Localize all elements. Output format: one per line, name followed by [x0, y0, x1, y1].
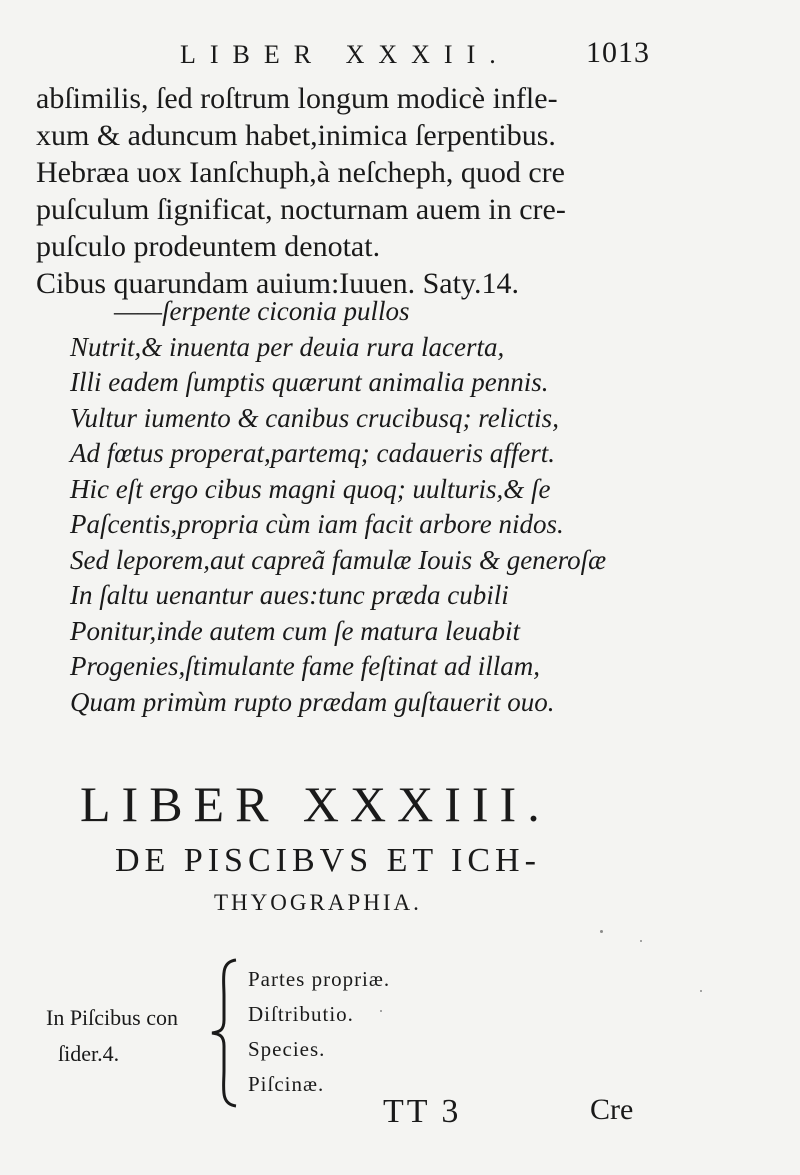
prose-line: puſculum ſignificat, nocturnam auem in cre- [36, 193, 566, 226]
signature-mark: TT 3 [383, 1093, 462, 1130]
verse-line: Ad fœtus properat,partemq; cadaueris affert. [70, 438, 555, 468]
prose-line: Hebræa uox Ianſchuph,à neſcheph, quod cre [36, 156, 565, 189]
verse-line: Ponitur,inde autem cum ſe matura leuabit [70, 615, 520, 646]
ink-speck [700, 990, 702, 992]
verse-line: Progenies,ſtimulante fame feſtinat ad illam, [70, 651, 540, 681]
verse-line: Nutrit,& inuenta per deuia rura lacerta, [70, 331, 505, 362]
catchword: Cre [590, 1093, 634, 1126]
diagram-heading [46, 1000, 178, 1072]
ink-speck [640, 940, 642, 942]
diagram-heading-line: ſider.4. [58, 1041, 120, 1066]
diagram-item: Species. [248, 1037, 326, 1061]
verse-line: In ſaltu uenantur aues:tunc præda cubili [70, 580, 509, 610]
prose-line: xum & aduncum habet,inimica ſerpentibus. [36, 119, 556, 152]
running-head-title: LIBER XXXII. [180, 40, 510, 69]
prose-line: abſimilis, ſed roſtrum longum modicè infle- [36, 82, 558, 115]
verse-line: Illi eadem ſumptis quærunt animalia pennis. [70, 367, 549, 397]
book-title: LIBER XXXIII. [80, 776, 551, 832]
curly-brace-icon [206, 958, 246, 1108]
prose-line: Cibus quarundam auium:Iuuen. Saty.14. [36, 267, 519, 300]
prose-line: puſculo prodeuntem denotat. [36, 230, 381, 263]
verse-quotation [70, 294, 650, 720]
diagram-items [248, 962, 390, 1102]
book-subtitle-continuation: THYOGRAPHIA. [214, 890, 422, 915]
diagram-item: Diſtributio. [248, 1002, 354, 1026]
diagram-item: Partes propriæ. [248, 967, 391, 991]
verse-line: Vultur iumento & canibus crucibusq; relictis, [70, 402, 559, 433]
verse-line: Hic eſt ergo cibus magni quoq; uulturis,& ſe [70, 473, 551, 504]
verse-line: ——ſerpente ciconia pullos [114, 296, 410, 326]
diagram-heading-line: In Piſcibus con [46, 1005, 178, 1030]
verse-line: Paſcentis,propria cùm iam facit arbore nidos. [70, 509, 564, 539]
ink-speck [600, 930, 603, 933]
verse-line: Quam primùm rupto prædam guſtauerit ouo. [70, 686, 555, 717]
page-number: 1013 [586, 36, 650, 69]
diagram-item: Piſcinæ. [248, 1072, 325, 1096]
ink-speck [380, 1010, 382, 1012]
verse-line: Sed leporem,aut capreã famulæ Iouis & generoſæ [70, 544, 607, 575]
prose-paragraph [36, 80, 656, 302]
book-subtitle: DE PISCIBVS ET ICH- [115, 842, 541, 879]
